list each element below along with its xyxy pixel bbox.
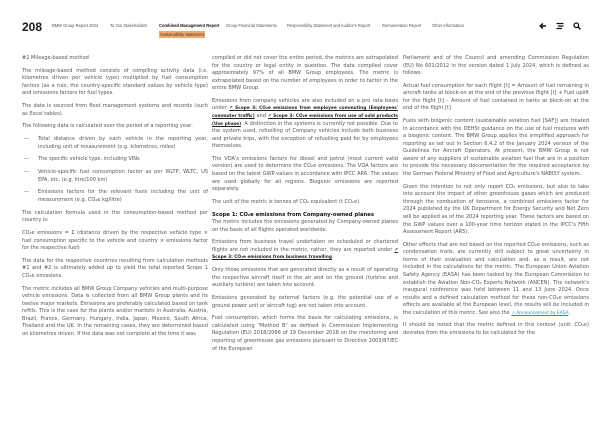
paragraph: Emissions from company vehicles are also included on a pro rata basis under ↗ Scope 3: CO₂e emissions from employee commuting (Employees' commuter traffic) and ↗ Scope 3: CO₂e emissions from use of sold products (Use phase). A distinction in the systems is currently not possible. Due to the system used, refuelling of Company vehicles include both business and private trips, with the exception of refuelling paid for by employees themselves. [212, 97, 398, 150]
paragraph: Parliament and of the Council and amending Commission Regulation (EU) No 601/2012 in the version dated 1 July 2024, which is defined as follows: [403, 55, 589, 77]
paragraph: The VDA's emissions factors for diesel and petrol (most current valid version) are used to determine the CO₂e emissions. The VDA factors are based on the latest GWP values in accordance with IPCC AR6. The values are used globally for all regions. Biogenic emissions are reported separately. [212, 155, 398, 193]
paragraph: The calculation formula used in the consumption-based method per country is: [22, 209, 208, 224]
link-scope3-business-travelling[interactable]: ↗ Scope 3: CO₂e emissions from business travelling [212, 247, 398, 261]
paragraph: Only those emissions that are generated directly as a result of operating the respective aircraft itself in the air and on the ground (turbine and auxiliary turbine) are taken into account. [212, 267, 398, 289]
bullet-dash: — [24, 189, 30, 196]
search-icon[interactable] [572, 21, 581, 30]
paragraph: The metric includes the emissions generated by Company-owned planes on the basis of all flights operated worldwide. [212, 219, 398, 233]
link-announcement-easa[interactable]: ↗ Announcement by EASA [511, 310, 569, 316]
paragraph: The metric includes all BMW Group Company vehicles and multi-purpose vehicle emissions. Data is collected from all BMW Group plants and its twelve major markets. Emissions are preferably calculated based on tank refills. This is the case for the plants and/or markets in Australia, Austria, Brazil, France, Germany, Hungary, India, Japan, Mexico, South Africa, Thailand and the UK. In the remaining cases, they are determined based on kilometres driven. If the data was not complete at the time it was [22, 285, 208, 337]
link-scope3-use-phase[interactable]: ↗ Scope 3: CO₂e emissions from use of sold products (Use phase) [212, 114, 398, 127]
nav-bmw-group-report[interactable]: BMW Group Report 2024 [52, 23, 99, 28]
paragraph: Fuel consumption, which forms the basis for calculating emissions, is calculated using "Method B" as defined in Commission Implementing Regulation (EU) 2018/2066 of 19 December 2018 on the monitoring and reporting of greenhouse gas emissions pursuant to Directive 2003/87/EC of the European [212, 315, 398, 352]
bullet-dash: — [24, 136, 30, 143]
column-3 [403, 55, 589, 343]
paragraph: It should be noted that the metric defined in this context (unit: CO₂e) deviates from the emissions to be calculated for the [403, 322, 589, 336]
section-heading-mileage-method: #2 Mileage-based method [22, 55, 89, 61]
nav-responsibility-statement[interactable]: Responsibility Statement and Auditor's Report [287, 23, 371, 28]
paragraph: Emissions from business travel undertaken on scheduled or chartered flights are not included in the metric, rather, they are reported under ↗ Scope 3: CO₂e emissions from business travelling. [212, 239, 398, 261]
paragraph: Given the intention to not only report CO₂ emissions, but also to take into account the impact of other greenhouse gases which are produced through the combustion of kerosene, a combined emissions factor for 2024 published by the UK Department for Energy Security and Net Zero will be applied as of the 2024 reporting year. These factors are based on the GWP values over a 100-year time horizon stated in the IPCC's Fifth Assessment Report (AR5). [403, 183, 589, 236]
nav-remuneration-report[interactable]: Remuneration Report [382, 23, 422, 28]
back-arrow-icon[interactable] [538, 21, 547, 30]
paragraph: The following data is calculated over the period of a reporting year: [22, 123, 193, 130]
nav-combined-management-report[interactable]: Combined Management Report [159, 23, 220, 28]
column-2 [212, 55, 398, 358]
paragraph: Fuels with biogenic content (sustainable aviation fuel [SAF]) are treated in accordance with the DEHSt guidance on the use of fuel mixtures with a biogenic content. The BMW Group applies the simplified approach for reporting as set out in Section 6.4.2 of the January 2024 version of the Guidelines for Aircraft Operators. At present, the BMW Group is not aware of any suppliers of sustainable aviation fuel that are in a position to provide the necessary documentation for the required acceptance by the German Federal Ministry of Food and Agriculture's NABISY system. [403, 118, 589, 178]
menu-icon[interactable] [555, 21, 564, 30]
list-item: — The specific vehicle type, including VINs [24, 156, 140, 163]
paragraph: The data for the respective countries resulting from calculation methods #1 and #2 is ultimately added up to yield the total reported Scope 1 CO₂e emissions. [22, 257, 208, 279]
bullet-dash: — [24, 169, 30, 176]
page-number: 208 [22, 20, 43, 34]
paragraph: The data is sourced from fleet management systems and records (such as Excel tables). [22, 103, 208, 117]
paragraph: The mileage-based method consists of compiling activity data (i.e. kilometres driven per vehicle type) multiplied by fuel consumption factors (as a rule, the country-specific standard values by vehicle type) and emissions factors for fuel types. [22, 67, 208, 97]
section-heading-company-planes: Scope 1: CO₂e emissions from Company-owned planes [212, 211, 375, 218]
link-scope3-employee-commuting[interactable]: ↗ Scope 3: CO₂e emissions from employee commuting (Employees' commuter traffic) [212, 106, 398, 120]
nav-other-information[interactable]: Other Information [432, 23, 464, 28]
nav-to-our-stakeholders[interactable]: To Our Stakeholders [110, 23, 148, 28]
list-item: — Vehicle-specific fuel consumption factor as per WLTP, WLTC, US EPA, etc. (e.g. litre/100 km) [24, 169, 208, 183]
formula: CO₂e emissions = Σ (distance driven by the respective vehicle type × fuel consumption specific to the vehicle and country × emissions factor for the respective fuel) [22, 229, 208, 252]
nav-sustainability-statement[interactable]: Sustainability Statement [160, 32, 204, 37]
paragraph: The unit of the metric is tonnes of CO₂ equivalent (t CO₂e). [212, 198, 361, 205]
nav-group-financial-statements[interactable]: Group Financial Statements [226, 23, 277, 28]
paragraph: Other effects that are not based on the reported CO₂e emissions, such as condensation trails, are currently still subject to great uncertainty in terms of their evaluation and calculation and, as a result, are not included in the calculations for the metric. The European Union Aviation Safety Agency (EASA) has been tasked by the European Commission to establish the Aviation Non-CO₂ Experts Network (ANCEN). The network's inaugural conference was held between 11 and 13 June 2024. Once results and a defined calculation method for these non-CO₂e emissions effects are available at the European level, the results will be included in the calculation of this metric. See also the ↗ Announcement by EASA. [403, 241, 589, 316]
formula: Actual fuel consumption for each flight [t] = Amount of fuel remaining in aircraft tanks at block-on at the end of the previous flight [t] + Fuel uplift for the flight [t] – Amount of fuel contained in tanks at block-on at the end of the flight [t] [403, 82, 589, 112]
column-1 [22, 55, 208, 344]
list-item: — Total distance driven by each vehicle in the reporting year, including unit of measurement (e.g. kilometres, miles) [24, 136, 208, 150]
bullet-dash: — [24, 156, 30, 163]
list-item: — Emissions factors for the relevant fuels including the unit of measurement (e.g. CO₂e kg/litre) [24, 189, 208, 203]
paragraph: compiled or did not cover the entire period, the metrics are extrapolated for the country or legal entity in question. The data compiled cover approximately 97% of all BMW Group employees. The metric is extrapolated based on the number of employees in order to factor in the entire BMW Group. [212, 55, 398, 92]
page-header [0, 0, 600, 44]
paragraph: Emissions generated by external factors (e.g. the potential use of a ground power unit or aircraft tug) are not taken into account. [212, 295, 398, 309]
toolbar-icons [538, 21, 581, 30]
